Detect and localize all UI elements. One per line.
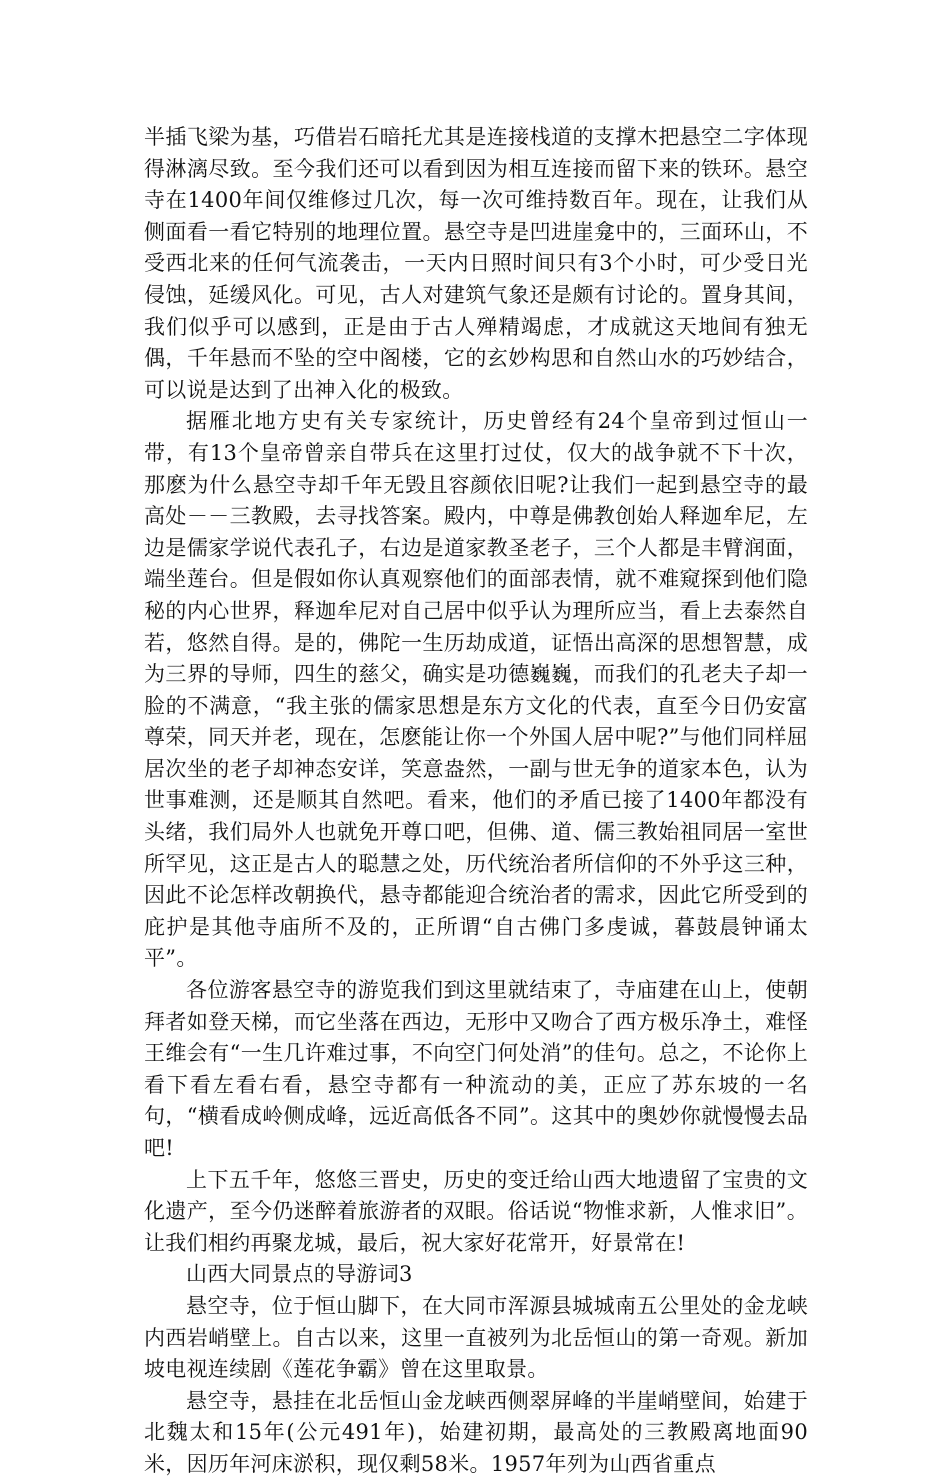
paragraph-location: 悬空寺，位于恒山脚下，在大同市浑源县城城南五公里处的金龙峡内西岩峭壁上。自古以来，这里一直被列为北岳恒山的第一奇观。新加坡电视连续剧《莲花争霸》曾在这里取景。 <box>144 1293 808 1382</box>
paragraph-history: 悬空寺，悬挂在北岳恒山金龙峡西侧翠屏峰的半崖峭壁间，始建于北魏太和15年(公元491年)，始建初期，最高处的三教殿离地面90米，因历年河床淤积，现仅剩58米。1957年列为山西省重点 <box>144 1388 808 1476</box>
paragraph-conclusion: 各位游客悬空寺的游览我们到这里就结束了，寺庙建在山上，使朝拜者如登天梯，而它坐落在西边，无形中又吻合了西方极乐净土，难怪王维会有“一生几许难过事，不向空门何处消”的佳句。总之，不论你上看下看左看右看，悬空寺都有一种流动的美，正应了苏东坡的一名句，“横看成岭侧成峰，远近高低各不同”。这其中的奥妙你就慢慢去品吧! <box>144 978 808 1160</box>
section-heading: 山西大同景点的导游词3 <box>186 1262 413 1287</box>
paragraph-farewell: 上下五千年，悠悠三晋史，历史的变迁给山西大地遗留了宝贵的文化遗产，至今仍迷醉着旅游者的双眼。俗话说“物惟求新，人惟求旧”。让我们相约再聚龙城，最后，祝大家好花常开，好景常在! <box>144 1167 808 1255</box>
document-body <box>144 122 808 1481</box>
paragraph-emperors: 据雁北地方史有关专家统计，历史曾经有24个皇帝到过恒山一带，有13个皇帝曾亲自带兵在这里打过仗，仅大的战争就不下十次，那麽为什么悬空寺却千年无毁且容颜依旧呢?让我们一起到悬空寺的最高处－－三教殿，去寻找答案。殿内，中尊是佛教创始人释迦牟尼，左边是儒家学说代表孔子，右边是道家教圣老子，三个人都是丰臂润面，端坐莲台。但是假如你认真观察他们的面部表情，就不难窥探到他们隐秘的内心世界，释迦牟尼对自己居中似乎认为理所应当，看上去泰然自若，悠然自得。是的，佛陀一生历劫成道，证悟出高深的思想智慧，成为三界的导师，四生的慈父，确实是功德巍巍，而我们的孔老夫子却一脸的不满意，“我主张的儒家思想是东方文化的代表，直至今日仍安富尊荣，同天并老，现在，怎麽能让你一个外国人居中呢?”与他们同样屈居次坐的老子却神态安详，笑意盎然，一副与世无争的道家本色，认为世事难测，还是顺其自然吧。看来，他们的矛盾已接了1400年都没有头绪，我们局外人也就免开尊口吧，但佛、道、儒三教始祖同居一室世所罕见，这正是古人的聪慧之处，历代统治者所信仰的不外乎这三种，因此不论怎样改朝换代，悬寺都能迎合统治者的需求，因此它所受到的庇护是其他寺庙所不及的，正所谓“自古佛门多虔诚，暮鼓晨钟诵太平”。 <box>144 409 808 971</box>
paragraph-continuation: 半插飞梁为基，巧借岩石暗托尤其是连接栈道的支撑木把悬空二字体现得淋漓尽致。至今我们还可以看到因为相互连接而留下来的铁环。悬空寺在1400年间仅维修过几次，每一次可维持数百年。现在，让我们从侧面看一看它特别的地理位置。悬空寺是凹进崖龛中的，三面环山，不受西北来的任何气流袭击，一天内日照时间只有3个小时，可少受日光侵蚀，延缓风化。可见，古人对建筑气象还是颇有讨论的。置身其间，我们似乎可以感到，正是由于古人殚精竭虑，才成就这天地间有独无偶，千年悬而不坠的空中阁楼，它的玄妙构思和自然山水的巧妙结合，可以说是达到了出神入化的极致。 <box>144 125 808 402</box>
